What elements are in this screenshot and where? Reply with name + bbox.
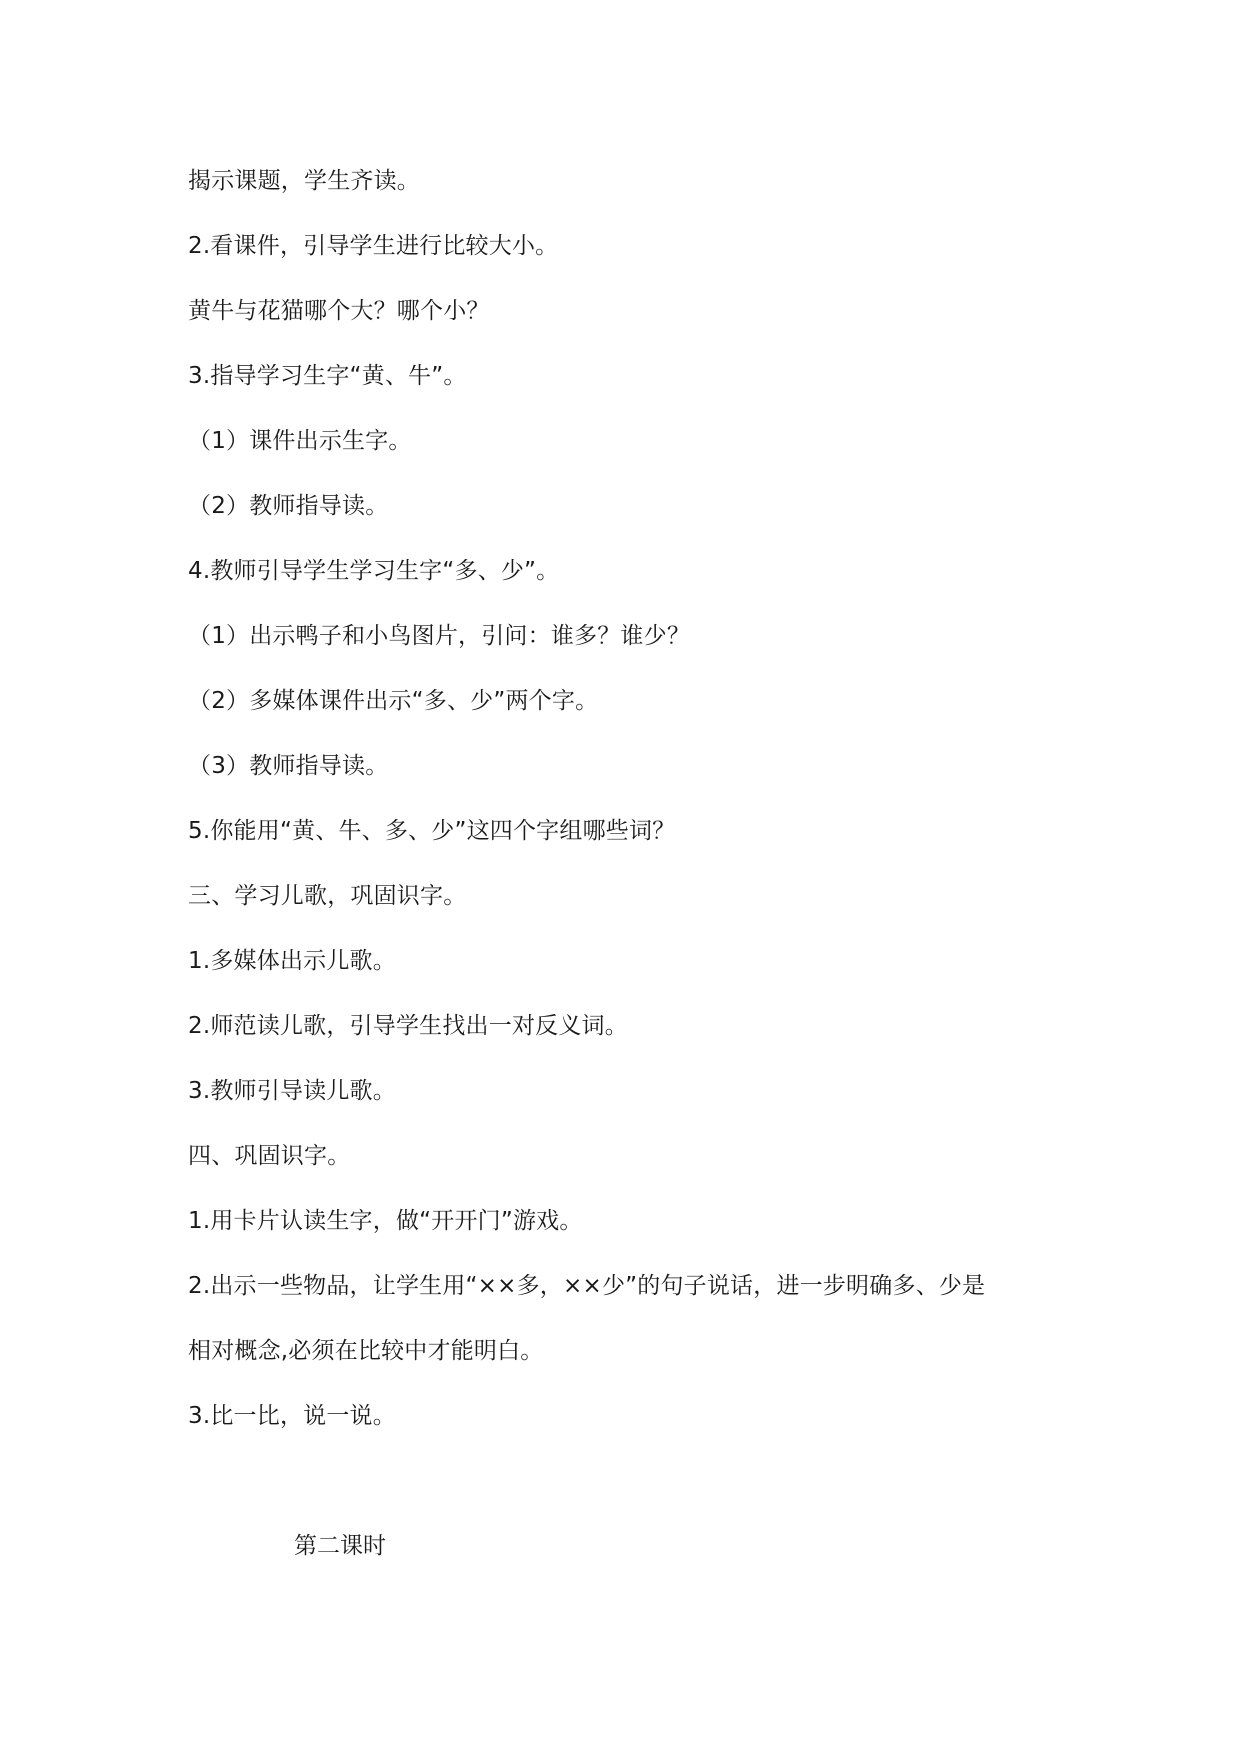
text-line: 2.看课件，引导学生进行比较大小。 xyxy=(188,233,559,259)
text-line: 3.指导学习生字“黄、牛”。 xyxy=(188,363,467,389)
text-line: 3.比一比，说一说。 xyxy=(188,1403,396,1429)
text-line: （3）教师指导读。 xyxy=(188,753,389,779)
text-line: 黄牛与花猫哪个大？哪个小？ xyxy=(188,298,490,324)
text-line: 相对概念,必须在比较中才能明白。 xyxy=(188,1338,544,1364)
text-line: 2.出示一些物品，让学生用“××多，××少”的句子说话，进一步明确多、少是 xyxy=(188,1273,986,1299)
text-line: （1）课件出示生字。 xyxy=(188,428,412,454)
text-line: 3.教师引导读儿歌。 xyxy=(188,1078,396,1104)
text-line: 5.你能用“黄、牛、多、少”这四个字组哪些词？ xyxy=(188,818,676,844)
text-line: （1）出示鸭子和小鸟图片，引问：谁多？谁少？ xyxy=(188,623,691,649)
blank-spacer xyxy=(188,1466,1088,1531)
document-body xyxy=(188,166,1088,1561)
text-line: （2）多媒体课件出示“多、少”两个字。 xyxy=(188,688,599,714)
text-line: 1.用卡片认读生字，做“开开门”游戏。 xyxy=(188,1208,583,1234)
text-line: 4.教师引导学生学习生字“多、少”。 xyxy=(188,558,560,584)
text-line: 1.多媒体出示儿歌。 xyxy=(188,948,396,974)
section-heading: 四、巩固识字。 xyxy=(188,1143,351,1169)
text-line: 2.师范读儿歌，引导学生找出一对反义词。 xyxy=(188,1013,628,1039)
text-line: 揭示课题，学生齐读。 xyxy=(188,168,420,194)
text-line: （2）教师指导读。 xyxy=(188,493,389,519)
lesson-title: 第二课时 xyxy=(294,1533,386,1559)
section-heading: 三、学习儿歌，巩固识字。 xyxy=(188,883,467,909)
